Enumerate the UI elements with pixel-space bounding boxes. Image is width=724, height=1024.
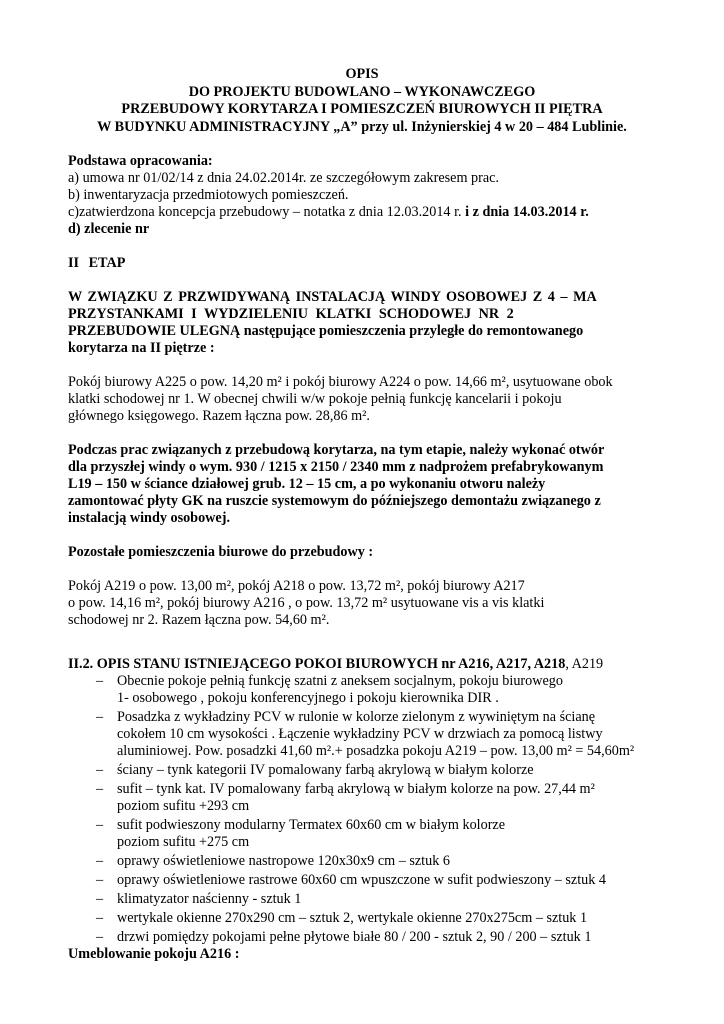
doc-title-line-2: DO PROJEKTU BUDOWLANO – WYKONAWCZEGO [188,84,536,100]
works-line-2: dla przyszłej windy o wym. 930 / 1215 x 2150 / 2340 mm z nadprożem prefabrykowanym [68,459,604,475]
rooms2-line-2: o pow. 14,16 m², pokój biurowy A216 , o pow. 13,72 m² usytuowane vis a vis klatki [68,595,545,611]
basis-item-c-bold: i z dnia 14.03.2014 r. [465,204,589,220]
list-dash: – [96,781,104,797]
list-dash: – [96,762,104,778]
list-item-4-line-2: poziom sufitu +293 cm [117,798,250,814]
list-item-1-line-1: Obecnie pokoje pełnią funkcję szatni z aneksem socjalnym, pokoju biurowego [117,673,563,689]
list-item-10-line-1: drzwi pomiędzy pokojami pełne płytowe białe 80 / 200 - sztuk 2, 90 / 200 – sztuk 1 [117,929,592,945]
list-dash: – [96,853,104,869]
intro-line-1: W ZWIĄZKU Z PRZWIDYWANĄ INSTALACJĄ WINDY OSOBOWEJ Z 4 – MA [68,289,597,305]
list-item-2-line-2: cokołem 10 cm wysokości . Łączenie wykładziny PCV w drzwiach za pomocą listwy [117,726,603,742]
rooms2-line-3: schodowej nr 2. Razem łączna pow. 54,60 m². [68,612,330,628]
other-rooms-heading: Pozostałe pomieszczenia biurowe do przebudowy : [68,544,374,560]
list-item-5-line-2: poziom sufitu +275 cm [117,834,250,850]
basis-item-a: a) umowa nr 01/02/14 z dnia 24.02.2014r. ze szczegółowym zakresem prac. [68,170,500,186]
list-dash: – [96,817,104,833]
works-line-4: zamontować płyty GK na ruszcie systemowym do późniejszego demontażu związanego z [68,493,601,509]
list-dash: – [96,910,104,926]
list-item-5-line-1: sufit podwieszony modularny Termatex 60x60 cm w białym kolorze [117,817,506,833]
list-dash: – [96,929,104,945]
list-item-3-line-1: ściany – tynk kategorii IV pomalowany farbą akrylową w białym kolorze [117,762,534,778]
list-dash: – [96,872,104,888]
list-item-7-line-1: oprawy oświetleniowe rastrowe 60x60 cm wpuszczone w sufit podwieszony – sztuk 4 [117,872,606,888]
section2-heading [68,656,603,673]
intro-line-4: korytarza na II piętrze : [68,340,215,356]
list-dash: – [96,891,104,907]
section2-heading-bold: II.2. OPIS STANU ISTNIEJĄCEGO POKOI BIUROWYCH nr A216, A217, A218 [68,656,566,672]
basis-item-d: d) zlecenie nr [68,221,150,237]
list-item-4-line-1: sufit – tynk kat. IV pomalowany farbą akrylową w białym kolorze na pow. 27,44 m² [117,781,595,797]
works-line-5: instalacją windy osobowej. [68,510,230,526]
rooms1-line-2: klatki schodowej nr 1. W obecnej chwili w/w pokoje pełnią funkcję kancelarii i pokoju [68,391,562,407]
list-item-2-line-3: aluminiowej. Pow. posadzki 41,60 m².+ posadzka pokoju A219 – pow. 13,00 m² = 54,60m² [117,743,635,759]
intro-line-2: PRZYSTANKAMI I WYDZIELENIU KLATKI SCHODOWEJ NR 2 [68,306,514,322]
basis-item-c-text: c)zatwierdzona koncepcja przebudowy – notatka z dnia 12.03.2014 r. [68,204,466,220]
rooms1-line-3: głównego księgowego. Razem łączna pow. 28,86 m². [68,408,370,424]
works-line-1: Podczas prac związanych z przebudową korytarza, na tym etapie, należy wykonać otwór [68,442,605,458]
section2-heading-tail: , A219 [565,656,604,672]
intro-line-3: PRZEBUDOWIE ULEGNĄ następujące pomieszczenia przyległe do remontowanego [68,323,584,339]
stage-heading: II ETAP [68,255,126,271]
list-dash: – [96,673,104,689]
doc-title-line-3: PRZEBUDOWY KORYTARZA I POMIESZCZEŃ BIUROWYCH II PIĘTRA [121,101,603,117]
list-item-6-line-1: oprawy oświetleniowe nastropowe 120x30x9 cm – sztuk 6 [117,853,450,869]
doc-title-line-4: W BUDYNKU ADMINISTRACYJNY „A” przy ul. Inżynierskiej 4 w 20 – 484 Lublinie. [97,119,627,135]
doc-title: OPIS [345,66,379,82]
list-item-1-line-2: 1- osobowego , pokoju konferencyjnego i pokoju kierownika DIR . [117,690,499,706]
basis-item-c [68,204,589,221]
list-item-9-line-1: wertykale okienne 270x290 cm – sztuk 2, wertykale okienne 270x275cm – sztuk 1 [117,910,588,926]
rooms1-line-1: Pokój biurowy A225 o pow. 14,20 m² i pokój biurowy A224 o pow. 14,66 m², usytuowane obok [68,374,613,390]
basis-item-b: b) inwentaryzacja przedmiotowych pomieszczeń. [68,187,349,203]
list-item-8-line-1: klimatyzator naścienny - sztuk 1 [117,891,302,907]
basis-heading: Podstawa opracowania: [68,153,213,169]
furnishing-heading: Umeblowanie pokoju A216 : [68,946,240,962]
works-line-3: L19 – 150 w ściance działowej grub. 12 – 15 cm, a po wykonaniu otworu należy [68,476,546,492]
rooms2-line-1: Pokój A219 o pow. 13,00 m², pokój A218 o pow. 13,72 m², pokój biurowy A217 [68,578,525,594]
list-item-2-line-1: Posadzka z wykładziny PCV w rulonie w kolorze zielonym z wywiniętym na ścianę [117,709,596,725]
list-dash: – [96,709,104,725]
